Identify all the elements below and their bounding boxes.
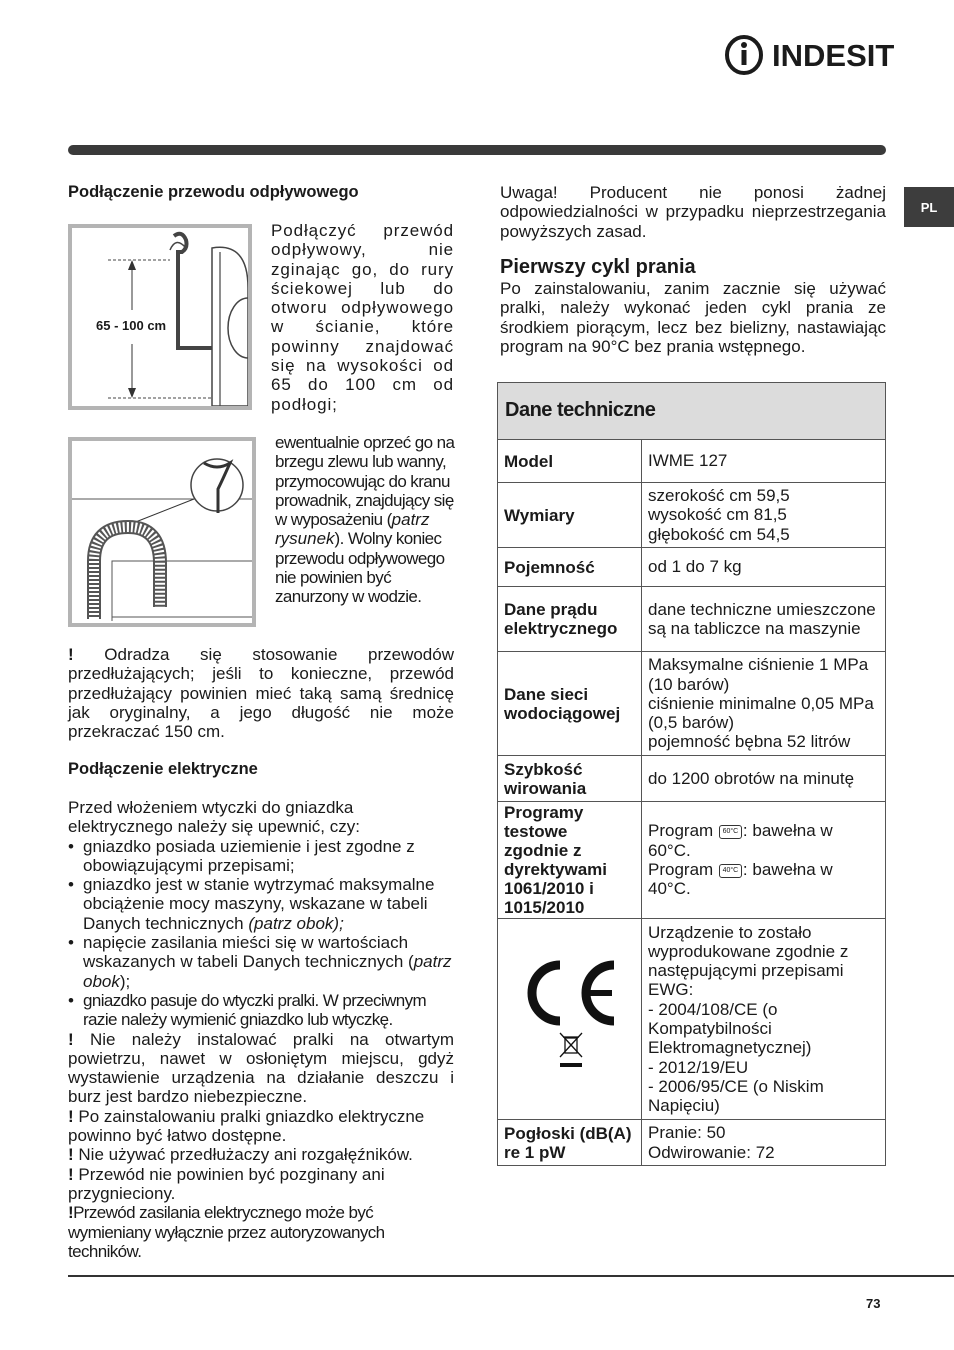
warning-cable-bend: ! Przewód nie powinien być pozginany ani przygnieciony.: [68, 1164, 385, 1203]
row-label: Pogłoski (dB(A) re 1 pW: [498, 1120, 642, 1166]
wheelie-bin-icon: [560, 1033, 582, 1067]
tech-table-title: Dane techniczne: [498, 383, 886, 440]
min-pressure-value: ciśnienie minimalne 0,05 MPa (0,5 barów): [648, 693, 874, 733]
list-item: [68, 875, 454, 933]
row-label: Wymiary: [498, 483, 642, 548]
ce-mark-icon: [520, 957, 620, 1077]
bullet-4-text: gniazdko pasuje do wtyczki pralki. W przeciwnym razie należy wymienić gniazdko lub wtyczkę.: [83, 990, 427, 1030]
table-row: [498, 483, 886, 548]
drain-height-figure: [68, 224, 252, 410]
responsibility-notice: Uwaga! Producent nie ponosi żadnej odpowiedzialności w przypadku nieprzestrzegania powyższych zasad.: [500, 183, 886, 241]
extension-warning: [68, 645, 454, 741]
drain-text-2-ref: patrz rysunek: [275, 510, 430, 549]
drain-text-2: [275, 433, 456, 607]
row-label: Dane prądu elektrycznego: [498, 587, 642, 652]
table-row: [498, 756, 886, 802]
drain-text-1: Podłączyć przewód odpływowy, nie zginając go, do rury ściekowej lub do otworu odpływowego w ścianie, które powinny znajdować się na wysokości od 65 do 100 cm od podłogi;: [271, 221, 454, 414]
warning-extension: ! Nie używać przedłużaczy ani rozgałęźników.: [68, 1145, 413, 1165]
table-row: [498, 440, 886, 483]
table-row: [498, 919, 886, 1120]
warning-extension-text: Nie używać przedłużaczy ani rozgałęźników.: [78, 1145, 413, 1165]
list-item: [68, 991, 454, 1030]
first-wash-title: Pierwszy cykl prania: [500, 256, 696, 278]
warning-outdoor: ! Nie należy instalować pralki na otwartym powietrzu, nawet w osłoniętym miejscu, gdyż wystawienie urządzenia na działanie deszczu i burz jest bardzo niebezpieczne.: [68, 1029, 454, 1107]
row-label: Model: [498, 440, 642, 483]
table-header-row: [498, 383, 886, 440]
electrical-intro: Przed włożeniem wtyczki do gniazdka elektrycznego należy się upewnić, czy:: [68, 798, 360, 837]
bullet-3-end: );: [119, 971, 131, 991]
program-label: Program: [648, 860, 714, 879]
program-60-icon: 60°C: [719, 825, 742, 839]
max-pressure-value: Maksymalne ciśnienie 1 MPa (10 barów): [648, 655, 869, 694]
hose-guide-illustration: [72, 441, 252, 623]
tech-data-table: [497, 382, 886, 1166]
electrical-body: [68, 798, 454, 1261]
list-item: [68, 933, 454, 991]
row-value: [642, 483, 886, 548]
program-40-text: : bawełna w 40°C.: [648, 860, 833, 899]
row-label: Pojemność: [498, 548, 642, 587]
list-item: [68, 837, 454, 876]
electrical-section-title: Podłączenie elektryczne: [68, 760, 258, 778]
table-row: [498, 548, 886, 587]
footer-rule: [68, 1275, 954, 1277]
warning-cable-text: Przewód nie powinien być pozginany ani przygnieciony.: [68, 1164, 385, 1203]
row-label: Programy testowe zgodnie z dyrektywami 1061/2010 i 1015/2010: [498, 802, 642, 919]
header-rule: [68, 145, 886, 155]
table-row: [498, 652, 886, 756]
warning-socket-text: Po zainstalowaniu pralki gniazdko elektryczne powinno być łatwo dostępne.: [68, 1106, 425, 1146]
drain-text-2-b: ). Wolny koniec przewodu odpływowego nie powinien być zanurzony w wodzie.: [275, 529, 445, 607]
warning-replace-text: Przewód zasilania elektrycznego może być wymieniany wyłącznie przez autoryzowanych techników.: [68, 1203, 385, 1261]
warning-outdoor-text: Nie należy instalować pralki na otwartym powietrzu, nawet w osłoniętym miejscu, gdyż wystawienie urządzenia na działanie deszczu i burz jest bardzo niebezpieczne.: [68, 1029, 454, 1107]
hose-guide-figure: [68, 437, 256, 627]
row-value: [642, 919, 886, 1120]
row-value: IWME 127: [642, 440, 886, 483]
test-program-60: [648, 821, 879, 860]
drain-height-label: 65 - 100 cm: [96, 318, 167, 333]
language-tab: PL: [904, 187, 954, 227]
bullet-3-ref: patrz obok: [83, 952, 452, 991]
program-label: Program: [648, 821, 714, 841]
table-row: [498, 587, 886, 652]
row-value: dane techniczne umieszczone są na tabliczce na maszynie: [642, 587, 886, 652]
drain-section-title: Podłączenie przewodu odpływowego: [68, 183, 359, 201]
warning-mark: !: [68, 645, 74, 664]
table-row: [498, 802, 886, 919]
directive-emc: - 2004/108/CE (o Kompatybilności Elektromagnetycznej): [648, 999, 812, 1058]
row-value: [642, 1120, 886, 1166]
bullet-2-ref: (patrz obok);: [248, 913, 344, 933]
directive-lvd: - 2006/95/CE (o Niskim Napięciu): [648, 1076, 824, 1116]
page-number: 73: [866, 1296, 881, 1311]
directive-weee: - 2012/19/EU: [648, 1057, 749, 1077]
program-60-text: : bawełna w 60°C.: [648, 821, 833, 860]
row-label: Dane sieci wodociągowej: [498, 652, 642, 756]
row-value: [642, 802, 886, 919]
warning-socket-access: ! Po zainstalowaniu pralki gniazdko elektryczne powinno być łatwo dostępne.: [68, 1106, 425, 1146]
drain-height-illustration: [72, 228, 248, 406]
drum-capacity-value: pojemność bębna 52 litrów: [648, 732, 851, 752]
row-value: od 1 do 7 kg: [642, 548, 886, 587]
bullet-3-text: napięcie zasilania mieści się w wartościach wskazanych w tabeli Danych technicznych (: [83, 933, 414, 972]
warning-cable-replace: !Przewód zasilania elektrycznego może być wymieniany wyłącznie przez autoryzowanych techników.: [68, 1203, 385, 1261]
brand-name: INDESIT: [772, 38, 895, 73]
test-program-40: [648, 860, 879, 899]
program-40-icon: 40°C: [719, 864, 742, 878]
row-value: [642, 652, 886, 756]
table-row: [498, 1120, 886, 1166]
depth-value: głębokość cm 54,5: [648, 524, 790, 544]
ce-weee-marks: [498, 919, 642, 1120]
row-label: Szybkość wirowania: [498, 756, 642, 802]
height-value: wysokość cm 81,5: [648, 505, 787, 525]
bullet-1-text: gniazdko posiada uziemienie i jest zgodne z obowiązującymi przepisami;: [83, 836, 415, 875]
ce-statement: Urządzenie to zostało wyprodukowane zgodnie z następującymi przepisami EWG:: [648, 922, 849, 1000]
width-value: szerokość cm 59,5: [648, 486, 790, 506]
first-wash-text: Po zainstalowaniu, zanim zacznie się używać pralki, należy wykonać jeden cykl prania ze środkiem piorącym, lecz bez bielizny, nastawiając program na 90°C bez prania wstępnego.: [500, 279, 886, 356]
row-value: do 1200 obrotów na minutę: [642, 756, 886, 802]
noise-wash-value: Pranie: 50: [648, 1123, 726, 1143]
extension-warning-text: Odradza się stosowanie przewodów przedłużających; jeśli to konieczne, przewód przedłużający powinien mieć taką samą średnicę jak oryginalny, a jego długość nie może przekraczać 150 cm.: [68, 645, 454, 742]
drain-text-2-a: ewentualnie oprzeć go na brzegu zlewu lub wanny, przymocowując do kranu prowadnik, znajdujący się w wyposażeniu (: [275, 433, 455, 530]
bullet-2-text: gniazdko jest w stanie wytrzymać maksymalne obciążenie mocy maszyny, wskazane w tabeli Danych technicznych: [83, 875, 435, 933]
noise-spin-value: Odwirowanie: 72: [648, 1142, 775, 1162]
